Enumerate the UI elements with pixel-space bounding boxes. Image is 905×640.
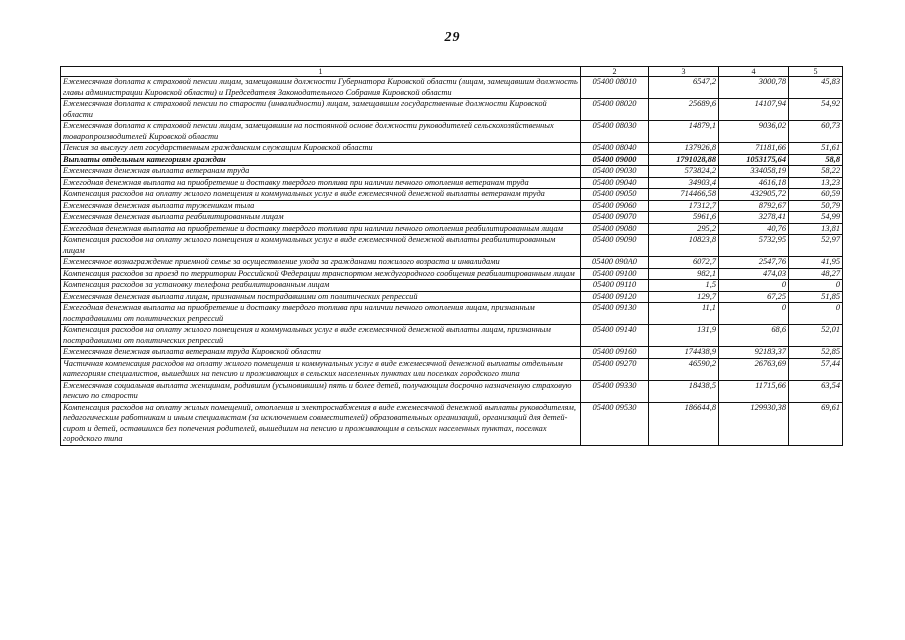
row-code-cell: 05400 09030 (581, 166, 649, 178)
row-name-cell: Ежегодная денежная выплата на приобретение и доставку твердого топлива при наличии печного отопления ветеранам труда (61, 177, 581, 189)
row-name-cell: Компенсация расходов за проезд по территории Российской Федерации транспортом междугородного сообщения реабилитированным лицам (61, 268, 581, 280)
row-percent-cell: 52,97 (789, 235, 843, 257)
row-planned-cell: 46590,2 (649, 358, 719, 380)
table-row (61, 303, 843, 325)
row-name-cell: Ежемесячная доплата к страховой пенсии по старости (инвалидности) лицам, замещавшим государственные должности Кировской области (61, 99, 581, 121)
table-row (61, 212, 843, 224)
row-name-cell: Компенсация расходов на оплату жилого помещения и коммунальных услуг в виде ежемесячной денежной выплаты реабилитированным лицам (61, 235, 581, 257)
row-actual-cell: 67,25 (719, 291, 789, 303)
row-planned-cell: 573824,2 (649, 166, 719, 178)
row-percent-cell: 63,54 (789, 380, 843, 402)
row-planned-cell: 6547,2 (649, 77, 719, 99)
table-row (61, 99, 843, 121)
row-percent-cell: 60,59 (789, 189, 843, 201)
row-percent-cell: 13,81 (789, 223, 843, 235)
table-row (61, 257, 843, 269)
row-actual-cell: 334058,19 (719, 166, 789, 178)
row-percent-cell: 52,85 (789, 347, 843, 359)
row-actual-cell: 8792,67 (719, 200, 789, 212)
row-name-cell: Ежемесячная доплата к страховой пенсии лицам, замещавшим должности Губернатора Кировской области (лицам, замещавшим должность главы администрации Кировской области) и Председателя Законодательного Собрания Кировской области (61, 77, 581, 99)
row-name-cell: Ежемесячная социальная выплата женщинам, родившим (усыновившим) пять и более детей, получающим досрочно назначенную страховую пенсию по старости (61, 380, 581, 402)
row-code-cell: 05400 09270 (581, 358, 649, 380)
row-percent-cell: 58,22 (789, 166, 843, 178)
row-planned-cell: 131,9 (649, 325, 719, 347)
row-code-cell: 05400 09110 (581, 280, 649, 292)
table-row (61, 189, 843, 201)
row-percent-cell: 57,44 (789, 358, 843, 380)
row-actual-cell: 92183,37 (719, 347, 789, 359)
table-row (61, 154, 843, 166)
column-header: 3 (649, 67, 719, 77)
row-actual-cell: 1053175,64 (719, 154, 789, 166)
row-planned-cell: 1,5 (649, 280, 719, 292)
row-actual-cell: 129930,38 (719, 402, 789, 445)
table-row (61, 200, 843, 212)
row-actual-cell: 71181,66 (719, 143, 789, 155)
row-percent-cell: 51,85 (789, 291, 843, 303)
row-actual-cell: 432905,72 (719, 189, 789, 201)
row-planned-cell: 129,7 (649, 291, 719, 303)
row-actual-cell: 2547,76 (719, 257, 789, 269)
row-planned-cell: 25689,6 (649, 99, 719, 121)
row-planned-cell: 34903,4 (649, 177, 719, 189)
row-percent-cell: 48,27 (789, 268, 843, 280)
row-planned-cell: 982,1 (649, 268, 719, 280)
row-planned-cell: 14879,1 (649, 121, 719, 143)
row-planned-cell: 137926,8 (649, 143, 719, 155)
row-code-cell: 05400 09090 (581, 235, 649, 257)
row-name-cell: Ежемесячная денежная выплата труженикам тыла (61, 200, 581, 212)
row-percent-cell: 13,23 (789, 177, 843, 189)
table-row (61, 380, 843, 402)
column-header: 4 (719, 67, 789, 77)
table-row (61, 358, 843, 380)
table-row (61, 402, 843, 445)
row-percent-cell: 45,83 (789, 77, 843, 99)
row-actual-cell: 0 (719, 280, 789, 292)
row-planned-cell: 1791028,88 (649, 154, 719, 166)
row-actual-cell: 26763,69 (719, 358, 789, 380)
row-percent-cell: 0 (789, 303, 843, 325)
row-percent-cell: 0 (789, 280, 843, 292)
row-code-cell: 05400 09330 (581, 380, 649, 402)
row-code-cell: 05400 08040 (581, 143, 649, 155)
row-actual-cell: 3000,78 (719, 77, 789, 99)
table-row (61, 121, 843, 143)
row-name-cell: Выплаты отдельным категориям граждан (61, 154, 581, 166)
row-actual-cell: 40,76 (719, 223, 789, 235)
table-row (61, 166, 843, 178)
row-name-cell: Ежемесячная денежная выплата лицам, признанным пострадавшими от политических репрессий (61, 291, 581, 303)
row-planned-cell: 6072,7 (649, 257, 719, 269)
table-row (61, 291, 843, 303)
row-planned-cell: 11,1 (649, 303, 719, 325)
table-header-row (61, 67, 843, 77)
row-percent-cell: 52,01 (789, 325, 843, 347)
row-code-cell: 05400 09080 (581, 223, 649, 235)
table-row (61, 347, 843, 359)
row-planned-cell: 714466,58 (649, 189, 719, 201)
row-percent-cell: 58,8 (789, 154, 843, 166)
row-code-cell: 05400 08020 (581, 99, 649, 121)
row-name-cell: Пенсия за выслугу лет государственным гражданским служащим Кировской области (61, 143, 581, 155)
row-percent-cell: 41,95 (789, 257, 843, 269)
row-code-cell: 05400 08030 (581, 121, 649, 143)
row-percent-cell: 60,73 (789, 121, 843, 143)
row-planned-cell: 5961,6 (649, 212, 719, 224)
row-code-cell: 05400 09120 (581, 291, 649, 303)
table-row (61, 143, 843, 155)
table-row (61, 177, 843, 189)
row-actual-cell: 0 (719, 303, 789, 325)
table-row (61, 268, 843, 280)
row-percent-cell: 51,61 (789, 143, 843, 155)
row-name-cell: Ежемесячная денежная выплата реабилитированным лицам (61, 212, 581, 224)
row-name-cell: Ежемесячное вознаграждение приемной семье за осуществление ухода за гражданами пожилого возраста и инвалидами (61, 257, 581, 269)
column-header: 2 (581, 67, 649, 77)
row-percent-cell: 69,61 (789, 402, 843, 445)
row-actual-cell: 474,03 (719, 268, 789, 280)
row-actual-cell: 5732,95 (719, 235, 789, 257)
budget-table (60, 66, 843, 446)
row-name-cell: Частичная компенсация расходов на оплату жилого помещения и коммунальных услуг в виде ежемесячной денежной выплаты отдельным категориям специалистов, вышедших на пенсию и проживающих в сельских населенных пунктах или поселках городского типа (61, 358, 581, 380)
row-code-cell: 05400 08010 (581, 77, 649, 99)
row-planned-cell: 17312,7 (649, 200, 719, 212)
row-planned-cell: 174438,9 (649, 347, 719, 359)
page-number: 29 (444, 30, 461, 45)
row-percent-cell: 50,79 (789, 200, 843, 212)
row-name-cell: Ежегодная денежная выплата на приобретение и доставку твердого топлива при наличии печного отопления лицам, признанным пострадавшими от политических репрессий (61, 303, 581, 325)
row-actual-cell: 14107,94 (719, 99, 789, 121)
row-code-cell: 05400 09160 (581, 347, 649, 359)
row-name-cell: Ежегодная денежная выплата на приобретение и доставку твердого топлива при наличии печного отопления реабилитированным лицам (61, 223, 581, 235)
row-code-cell: 05400 09100 (581, 268, 649, 280)
table-row (61, 235, 843, 257)
row-percent-cell: 54,92 (789, 99, 843, 121)
table-row (61, 280, 843, 292)
row-name-cell: Компенсация расходов за установку телефона реабилитированным лицам (61, 280, 581, 292)
row-name-cell: Компенсация расходов на оплату жилого помещения и коммунальных услуг в виде ежемесячной денежной выплаты лицам, признанным пострадавшими от политических репрессий (61, 325, 581, 347)
row-planned-cell: 295,2 (649, 223, 719, 235)
row-percent-cell: 54,99 (789, 212, 843, 224)
row-name-cell: Ежемесячная денежная выплата ветеранам труда (61, 166, 581, 178)
row-code-cell: 05400 09040 (581, 177, 649, 189)
row-code-cell: 05400 09060 (581, 200, 649, 212)
row-name-cell: Ежемесячная денежная выплата ветеранам труда Кировской области (61, 347, 581, 359)
row-code-cell: 05400 09070 (581, 212, 649, 224)
row-actual-cell: 68,6 (719, 325, 789, 347)
row-code-cell: 05400 090А0 (581, 257, 649, 269)
row-actual-cell: 4616,18 (719, 177, 789, 189)
row-actual-cell: 3278,41 (719, 212, 789, 224)
table-row (61, 223, 843, 235)
column-header: 1 (61, 67, 581, 77)
row-code-cell: 05400 09050 (581, 189, 649, 201)
row-planned-cell: 18438,5 (649, 380, 719, 402)
row-code-cell: 05400 09130 (581, 303, 649, 325)
row-actual-cell: 9036,02 (719, 121, 789, 143)
row-name-cell: Компенсация расходов на оплату жилых помещений, отопления и электроснабжения в виде ежемесячной денежной выплаты руководителям, педагогическим работникам и иным специалистам (за исключением совместителей) образовательных организаций, организаций для детей-сирот и детей, оставшихся без попечения родителей, вышедшим на пенсию и проживающим в сельских населенных пунктах, поселках городского типа (61, 402, 581, 445)
row-planned-cell: 186644,8 (649, 402, 719, 445)
column-header: 5 (789, 67, 843, 77)
row-planned-cell: 10823,8 (649, 235, 719, 257)
row-code-cell: 05400 09140 (581, 325, 649, 347)
table-row (61, 325, 843, 347)
table-row (61, 77, 843, 99)
row-name-cell: Компенсация расходов на оплату жилого помещения и коммунальных услуг в виде ежемесячной денежной выплаты ветеранам труда (61, 189, 581, 201)
row-code-cell: 05400 09000 (581, 154, 649, 166)
row-actual-cell: 11715,66 (719, 380, 789, 402)
row-name-cell: Ежемесячная доплата к страховой пенсии лицам, замещавшим на постоянной основе должности руководителей сельскохозяйственных товаропроизводителей Кировской области (61, 121, 581, 143)
row-code-cell: 05400 09530 (581, 402, 649, 445)
